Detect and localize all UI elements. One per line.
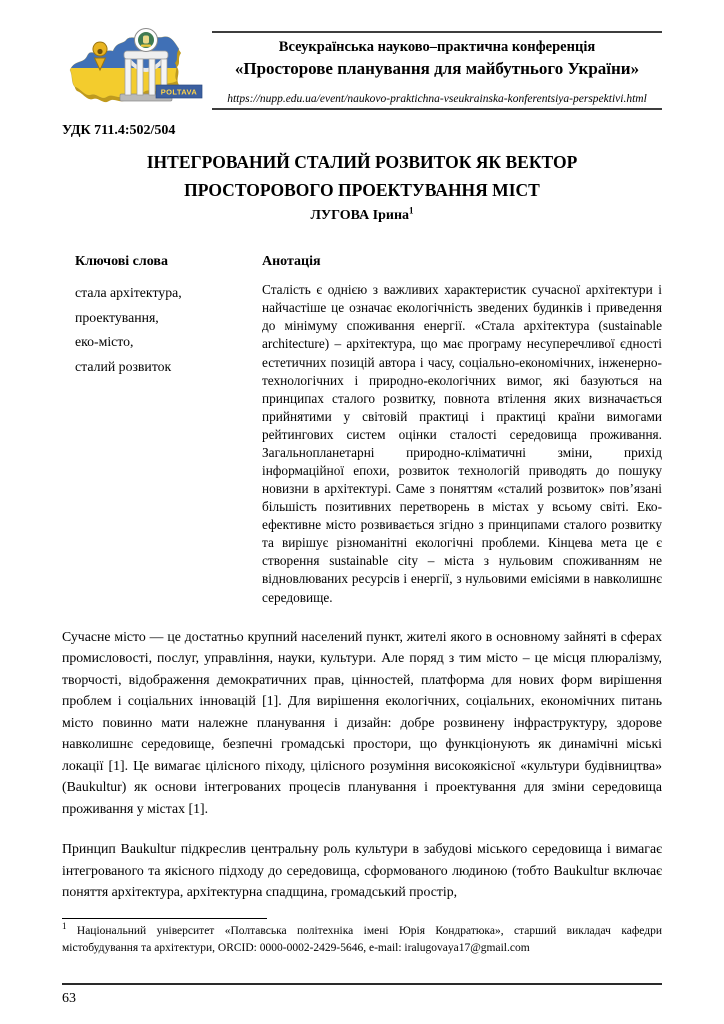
footnote-separator bbox=[62, 918, 267, 919]
footnote-text bbox=[62, 920, 662, 958]
body-paragraph: Сучасне місто — це достатньо крупний населений пункт, жителі якого в основному зайняті в сферах промисловості, послуг, управління, науки, культури. Але поряд з тим місто – це місця плюралізму, творчості, відображення демократичних прав, цінностей, платформа для нових форм вирішення проблем і соціальних інновацій [1]. Для вирішення екологічних, соціальних, економічних питань місто повинно мати належне планування і дизайн: добре розвинену інфраструктуру, здорове навколишнє середовище, безпечні громадські простори, що функціонують як динамічні міські локації [1]. Це вимагає цілісного піходу, цілісного розуміння високоякісної «культури будівництва» (Baukultur) як основи інтегрованих процесів планування і проектування для зміни середовища проживання у містах [1]. bbox=[62, 628, 662, 816]
page-number: 63 bbox=[62, 991, 76, 1006]
poltava-university-logo bbox=[62, 26, 204, 108]
footnote-body: Національний університет «Полтавська політехніка імені Юрія Кондратюка», старший викладач кафедри містобудування та архітектури, ORCID: 0000-0002-2429-5646, e-mail: iralugovaya17@gmail.com bbox=[62, 924, 662, 955]
keywords-column bbox=[62, 254, 262, 606]
conference-header bbox=[62, 26, 662, 110]
article-title bbox=[62, 148, 662, 204]
article-title-line2: ПРОСТОРОВОГО ПРОЕКТУВАННЯ МІСТ bbox=[184, 180, 540, 201]
keyword-item: еко-місто, bbox=[75, 334, 134, 350]
abstract-text: Сталість є однією з важливих характеристик сучасної архітектури і найчастіше це означає екологічність зведених будинків і приведення до мінімуму споживання енергії. «Стала архітектура (sustainable architecture) – архітектура, що має програму несуперечливої єдності естетичних позицій автора і часу, соціально-економічних, інженерно-технологічних і природно-екологічних вимог, які базуються на принципах сталого розвитку, повнота втілення яких визначається прийнятими у світовій практиці і практиці країни вимогами рейтингових систем оцінки сталості середовища проживання. Загальнопланетарні природно-кліматичні зміни, прихід інформаційної епохи, розвиток технологій приводять до пошуку новизни в архітектурі. Саме з поняттям «сталий розвиток» пов’язані більшість позитивних перетворень в містах у всьому світі. Еко-ефективне місто розвивається згідно з принципами сталого розвитку та вирішує різноманітні екологічні проблеми. Кінцева мета це є створення sustainable city – міста з нульовим споживанням не відновлюваних ресурсів і енергії, з нульовими емісіями в навколишнє середовище. bbox=[262, 282, 662, 605]
conference-name: Всеукраїнська науково–практична конференція bbox=[278, 39, 596, 55]
conference-url-link[interactable]: https://nupp.edu.ua/event/naukovo-praktichna-vseukrainska-konferentsiya-perspektivi.html bbox=[227, 93, 647, 106]
footnote-section bbox=[62, 918, 662, 958]
keyword-item: стала архітектура, bbox=[75, 285, 182, 301]
article-title-line1: ІНТЕГРОВАНИЙ СТАЛИЙ РОЗВИТОК ЯК ВЕКТОР bbox=[146, 152, 578, 173]
keyword-item: проектування, bbox=[75, 309, 159, 325]
abstract-column bbox=[262, 254, 662, 606]
poltava-ribbon-label: POLTAVA bbox=[160, 87, 198, 97]
university-emblem-icon bbox=[135, 29, 158, 52]
body-paragraph: Принцип Baukultur підкреслив центральну роль культури в забудові міського середовища і вимагає інтегрованого та якісного підходу до середовища, сформованого людиною (тобто Baukultur включає поняття архітектура, архітектурна спадщина, громадський простір, bbox=[62, 841, 662, 900]
author-name: ЛУГОВА Ірина bbox=[310, 208, 410, 224]
poltava-ribbon bbox=[156, 85, 202, 98]
footnote-marker: 1 bbox=[62, 920, 67, 931]
keywords-list bbox=[75, 281, 262, 379]
udk-code: УДК 711.4:502/504 bbox=[62, 123, 176, 139]
author-line bbox=[62, 205, 662, 224]
conference-theme: «Просторове планування для майбутнього України» bbox=[234, 59, 640, 79]
page-footer bbox=[62, 983, 662, 1007]
keywords-abstract-section bbox=[62, 254, 662, 606]
keywords-heading: Ключові слова bbox=[75, 254, 168, 270]
abstract-heading: Анотація bbox=[262, 254, 321, 270]
keyword-item: сталий розвиток bbox=[75, 358, 172, 374]
author-footnote-marker: 1 bbox=[409, 205, 414, 216]
conference-title-block bbox=[212, 31, 662, 110]
